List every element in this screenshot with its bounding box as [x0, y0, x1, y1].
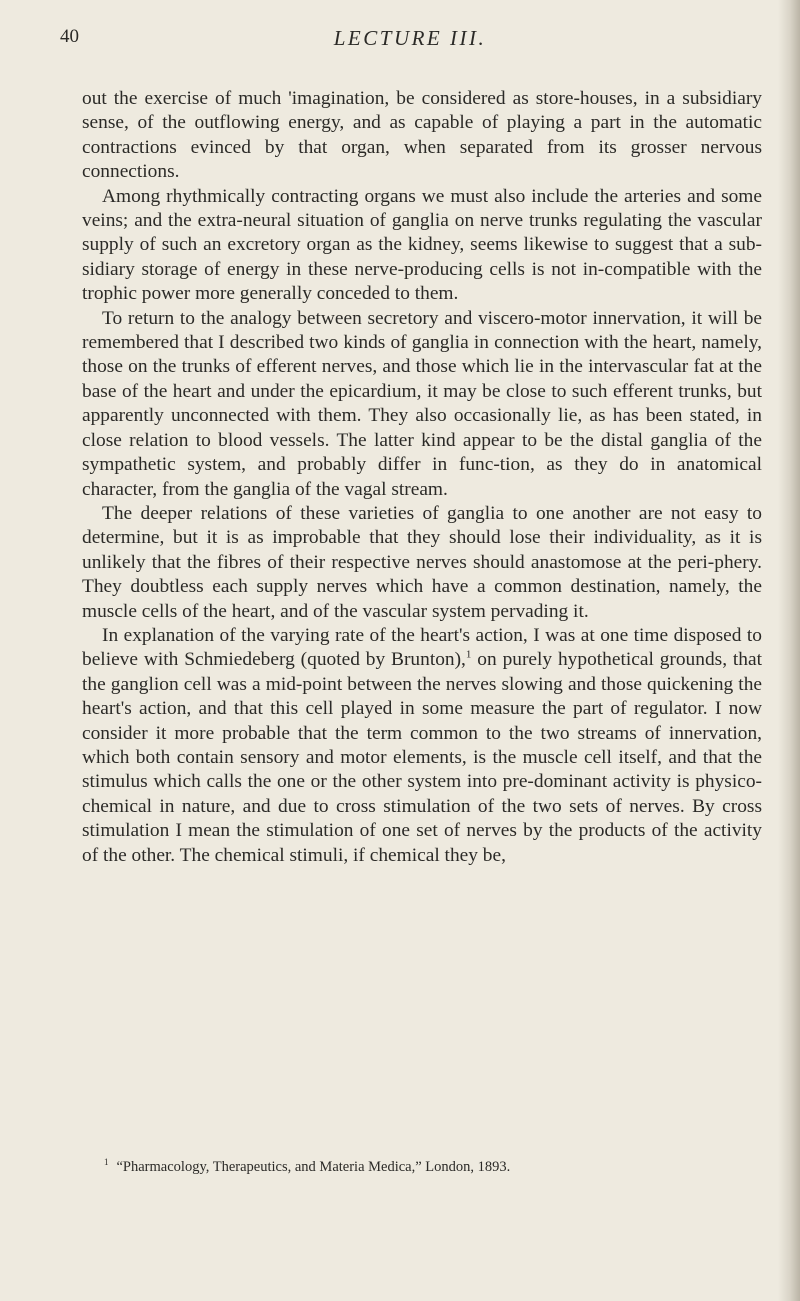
paragraph-text-continued: on purely hypothetical grounds, that the ganglion cell was a mid-point between the nerves slowing and those quickening the heart's action, and that this cell played in some measure the part of regulator. I now consider it more probable that the term common to the two streams of innervation, which both contain sensory and motor elements, is the muscle cell itself, and that the stimulus which calls the one or the other system into pre-dominant activity is physico-chemical in nature, and due to cross stimulation of the two sets of nerves. By cross stimulation I mean the stimulation of one set of nerves by the products of the activity of the other. The chemical stimuli, if chemical they be, — [82, 649, 762, 866]
page-edge-shadow — [778, 0, 800, 1301]
paragraph-text: In explanation of the varying rate of the heart's action, I was at one time disposed to believe with Schmiedeberg (quoted by Brunton), — [82, 624, 762, 671]
paragraph: Among rhythmically contracting organs we must also include the arteries and some veins; and the extra-neural situation of ganglia on nerve trunks regulating the vascular supply of such an excretory organ as the kidney, seems likewise to suggest that a sub-sidiary storage of energy in these nerve-producing cells is not in-compatible with the trophic power more generally conceded to them. — [82, 185, 762, 305]
paragraph: The deeper relations of these varieties of ganglia to one another are not easy to determine, but it is as improbable that they should lose their individuality, as it is unlikely that the fibres of their respective nerves should anastomose at the peri-phery. They doubtless each supply nerves which have a common destination, namely, the muscle cells of the heart, and of the vascular system pervading it. — [82, 502, 762, 622]
footnote-reference: 1 — [465, 648, 472, 661]
footnote-text: “Pharmacology, Therapeutics, and Materia Medica,” London, 1893. — [116, 1159, 511, 1175]
footnote-marker: 1 — [104, 1157, 109, 1168]
running-head: LECTURE III. — [333, 26, 487, 50]
page-number: 40 — [60, 26, 79, 47]
paragraph-last — [82, 624, 762, 868]
body-text — [82, 87, 762, 868]
footnote — [104, 1158, 764, 1176]
page-header — [60, 26, 760, 54]
paragraph: To return to the analogy between secretory and viscero-motor innervation, it will be remembered that I described two kinds of ganglia in connection with the heart, namely, those on the trunks of efferent nerves, and those which lie in the intervascular fat at the base of the heart and under the epicardium, it may be close to such efferent trunks, but apparently unconnected with them. They also occasionally lie, as has been stated, in close relation to blood vessels. The latter kind appear to be the distal ganglia of the sympathetic system, and probably differ in func-tion, as they do in anatomical character, from the ganglia of the vagal stream. — [82, 307, 762, 500]
paragraph: out the exercise of much 'imagination, be considered as store-houses, in a subsidiary sense, of the outflowing energy, and as capable of playing a part in the automatic contractions evinced by that organ, when separated from its grosser nervous connections. — [82, 88, 762, 183]
